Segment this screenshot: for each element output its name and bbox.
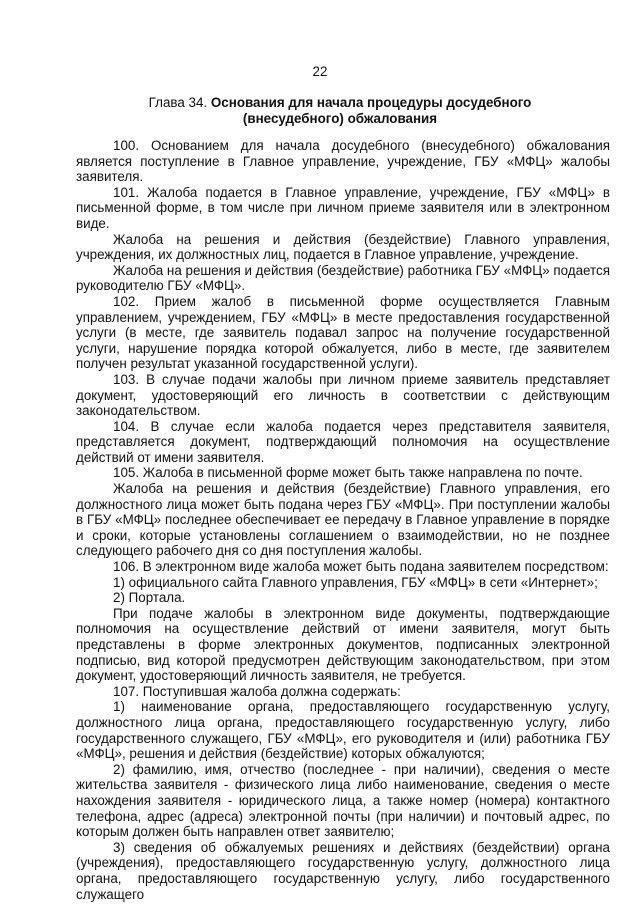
paragraph-105: 105. Жалоба в письменной форме может быть также направлена по почте. [113, 465, 583, 481]
paragraph-106-item-2: 2) Портала. [113, 590, 186, 606]
chapter-heading [100, 95, 580, 126]
paragraph-106-electronic-docs: При подаче жалобы в электронном виде документы, подтверждающие полномочия на осуществление действий от имени заявителя, могут быть представлены в форме электронных документов, подписанных электронной подписью, вид которой предусмотрен действующим законодательством, при этом документ, удостоверяющий личность заявителя, не требуется. [76, 605, 610, 684]
paragraph-101: 101. Жалоба подается в Главное управление, учреждение, ГБУ «МФЦ» в письменной форме, в том числе при личном приеме заявителя или в электронном виде. [76, 184, 610, 231]
chapter-number: Глава 34. [148, 95, 211, 110]
paragraph-101-complaint-mfc: Жалоба на решения и действия (бездействие) работника ГБУ «МФЦ» подается руководителю ГБУ «МФЦ». [76, 262, 610, 294]
paragraph-106: 106. В электронном виде жалоба может быть подана заявителем посредством: [113, 559, 609, 575]
document-body [76, 138, 610, 902]
paragraph-107-item-2: 2) фамилию, имя, отчество (последнее - при наличии), сведения о месте жительства заявителя - физического лица либо наименование, сведения о месте нахождения заявителя - юридического лица, а также номер (номера) контактного телефона, адрес (адреса) электронной почты (при наличии) и почтовый адрес, по которым должен быть направлен ответ заявителю; [76, 761, 610, 840]
paragraph-101-complaint-agency: Жалоба на решения и действия (бездействие) Главного управления, учреждения, их должностных лиц, подается в Главное управление, учреждение. [76, 231, 610, 263]
paragraph-106-item-1: 1) официального сайта Главного управления, ГБУ «МФЦ» в сети «Интернет»; [113, 574, 598, 590]
paragraph-107-item-3: 3) сведения об обжалуемых решениях и действиях (бездействии) органа (учреждения), предоставляющего государственную услугу, должностного лица органа, предоставляющего государственную услугу, либо государственного служащего [76, 839, 610, 902]
chapter-title: Основания для начала процедуры досудебного (внесудебного) обжалования [210, 95, 532, 126]
paragraph-103: 103. В случае подачи жалобы при личном приеме заявитель представляет документ, удостоверяющий его личность в соответствии с действующим законодательством. [76, 371, 610, 419]
paragraph-104: 104. В случае если жалоба подается через представителя заявителя, представляется документ, подтверждающий полномочия на осуществление действий от имени заявителя. [76, 418, 610, 465]
page-number: 22 [312, 64, 328, 79]
paragraph-105-via-mfc: Жалоба на решения и действия (бездействие) Главного управления, его должностного лица может быть подана через ГБУ «МФЦ». При поступлении жалобы в ГБУ «МФЦ» последнее обеспечивает ее передачу в Главное управление в порядке и сроки, которые установлены соглашением о взаимодействии, но не позднее следующего рабочего дня со дня поступления жалобы. [76, 481, 610, 559]
paragraph-100: 100. Основанием для начала досудебного (внесудебного) обжалования является поступление в Главное управление, учреждение, ГБУ «МФЦ» жалобы заявителя. [76, 138, 610, 185]
paragraph-102: 102. Прием жалоб в письменной форме осуществляется Главным управлением, учреждением, ГБУ «МФЦ» в месте предоставления государственной услуги (в месте, где заявитель подавал запрос на получение государственной услуги, нарушение порядка которой обжалуется, либо в месте, где заявителем получен результат указанной государственной услуги). [76, 293, 610, 372]
paragraph-107: 107. Поступившая жалоба должна содержать: [113, 683, 401, 699]
paragraph-107-item-1: 1) наименование органа, предоставляющего государственную услугу, должностного лица органа, предоставляющего государственную услугу, либо государственного служащего, ГБУ «МФЦ», его руководителя и (или) работника ГБУ «МФЦ», решения и действия (бездействие) которых обжалуются; [76, 699, 610, 762]
